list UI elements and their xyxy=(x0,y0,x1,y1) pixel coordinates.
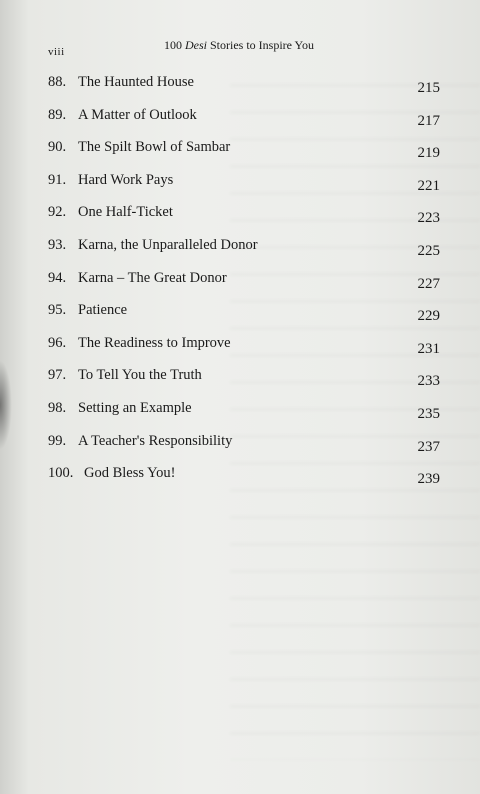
toc-entry xyxy=(48,107,444,140)
toc-title: Patience xyxy=(78,302,128,319)
running-head-rest: Stories to Inspire You xyxy=(210,38,315,52)
table-of-contents xyxy=(48,74,444,498)
toc-entry xyxy=(48,335,444,368)
toc-page: 231 xyxy=(417,340,440,357)
toc-number: 88. xyxy=(48,74,67,90)
toc-entry xyxy=(48,270,444,303)
page-number: viii xyxy=(48,46,65,58)
toc-title: Setting an Example xyxy=(78,399,192,416)
toc-entry xyxy=(48,465,444,498)
toc-title: One Half-Ticket xyxy=(78,204,173,221)
toc-number: 98. xyxy=(48,399,67,416)
toc-page: 221 xyxy=(417,177,440,194)
toc-page: 215 xyxy=(417,80,440,96)
toc-number: 99. xyxy=(48,432,67,449)
toc-entry xyxy=(48,74,444,107)
toc-entry xyxy=(48,237,444,270)
toc-page: 223 xyxy=(417,210,440,227)
toc-entry xyxy=(48,400,444,433)
toc-page: 233 xyxy=(417,373,440,390)
toc-title: Karna, the Unparalleled Donor xyxy=(78,236,258,253)
toc-title: The Spilt Bowl of Sambar xyxy=(78,139,231,156)
toc-page: 217 xyxy=(417,112,440,129)
toc-entry xyxy=(48,172,444,205)
toc-number: 92. xyxy=(48,204,67,221)
toc-page: 225 xyxy=(417,242,440,259)
running-head xyxy=(164,38,314,53)
toc-entry xyxy=(48,433,444,466)
toc-page: 227 xyxy=(417,275,440,292)
toc-title: God Bless You! xyxy=(84,465,176,482)
toc-number: 100. xyxy=(48,465,74,482)
toc-entry xyxy=(48,302,444,335)
toc-number: 91. xyxy=(48,171,67,188)
toc-entry xyxy=(48,139,444,172)
toc-title: A Teacher's Responsibility xyxy=(78,432,233,449)
toc-number: 93. xyxy=(48,236,67,253)
toc-number: 96. xyxy=(48,334,67,351)
toc-number: 97. xyxy=(48,367,67,384)
toc-number: 94. xyxy=(48,269,67,286)
toc-page: 235 xyxy=(417,405,440,422)
toc-title: To Tell You the Truth xyxy=(78,367,202,384)
toc-number: 90. xyxy=(48,139,67,156)
toc-title: A Matter of Outlook xyxy=(78,106,197,123)
toc-entry xyxy=(48,367,444,400)
toc-page: 229 xyxy=(417,308,440,325)
toc-page: 239 xyxy=(417,471,440,488)
binding-shadow xyxy=(0,360,12,450)
toc-number: 95. xyxy=(48,302,67,319)
running-head-count: 100 xyxy=(164,38,182,52)
toc-title: The Haunted House xyxy=(78,74,194,90)
toc-title: The Readiness to Improve xyxy=(78,334,231,351)
toc-number: 89. xyxy=(48,106,67,123)
toc-page: 237 xyxy=(417,438,440,455)
toc-entry xyxy=(48,204,444,237)
toc-page: 219 xyxy=(417,145,440,162)
running-head-italic: Desi xyxy=(185,38,207,52)
toc-title: Hard Work Pays xyxy=(78,171,174,188)
toc-title: Karna – The Great Donor xyxy=(78,269,227,286)
